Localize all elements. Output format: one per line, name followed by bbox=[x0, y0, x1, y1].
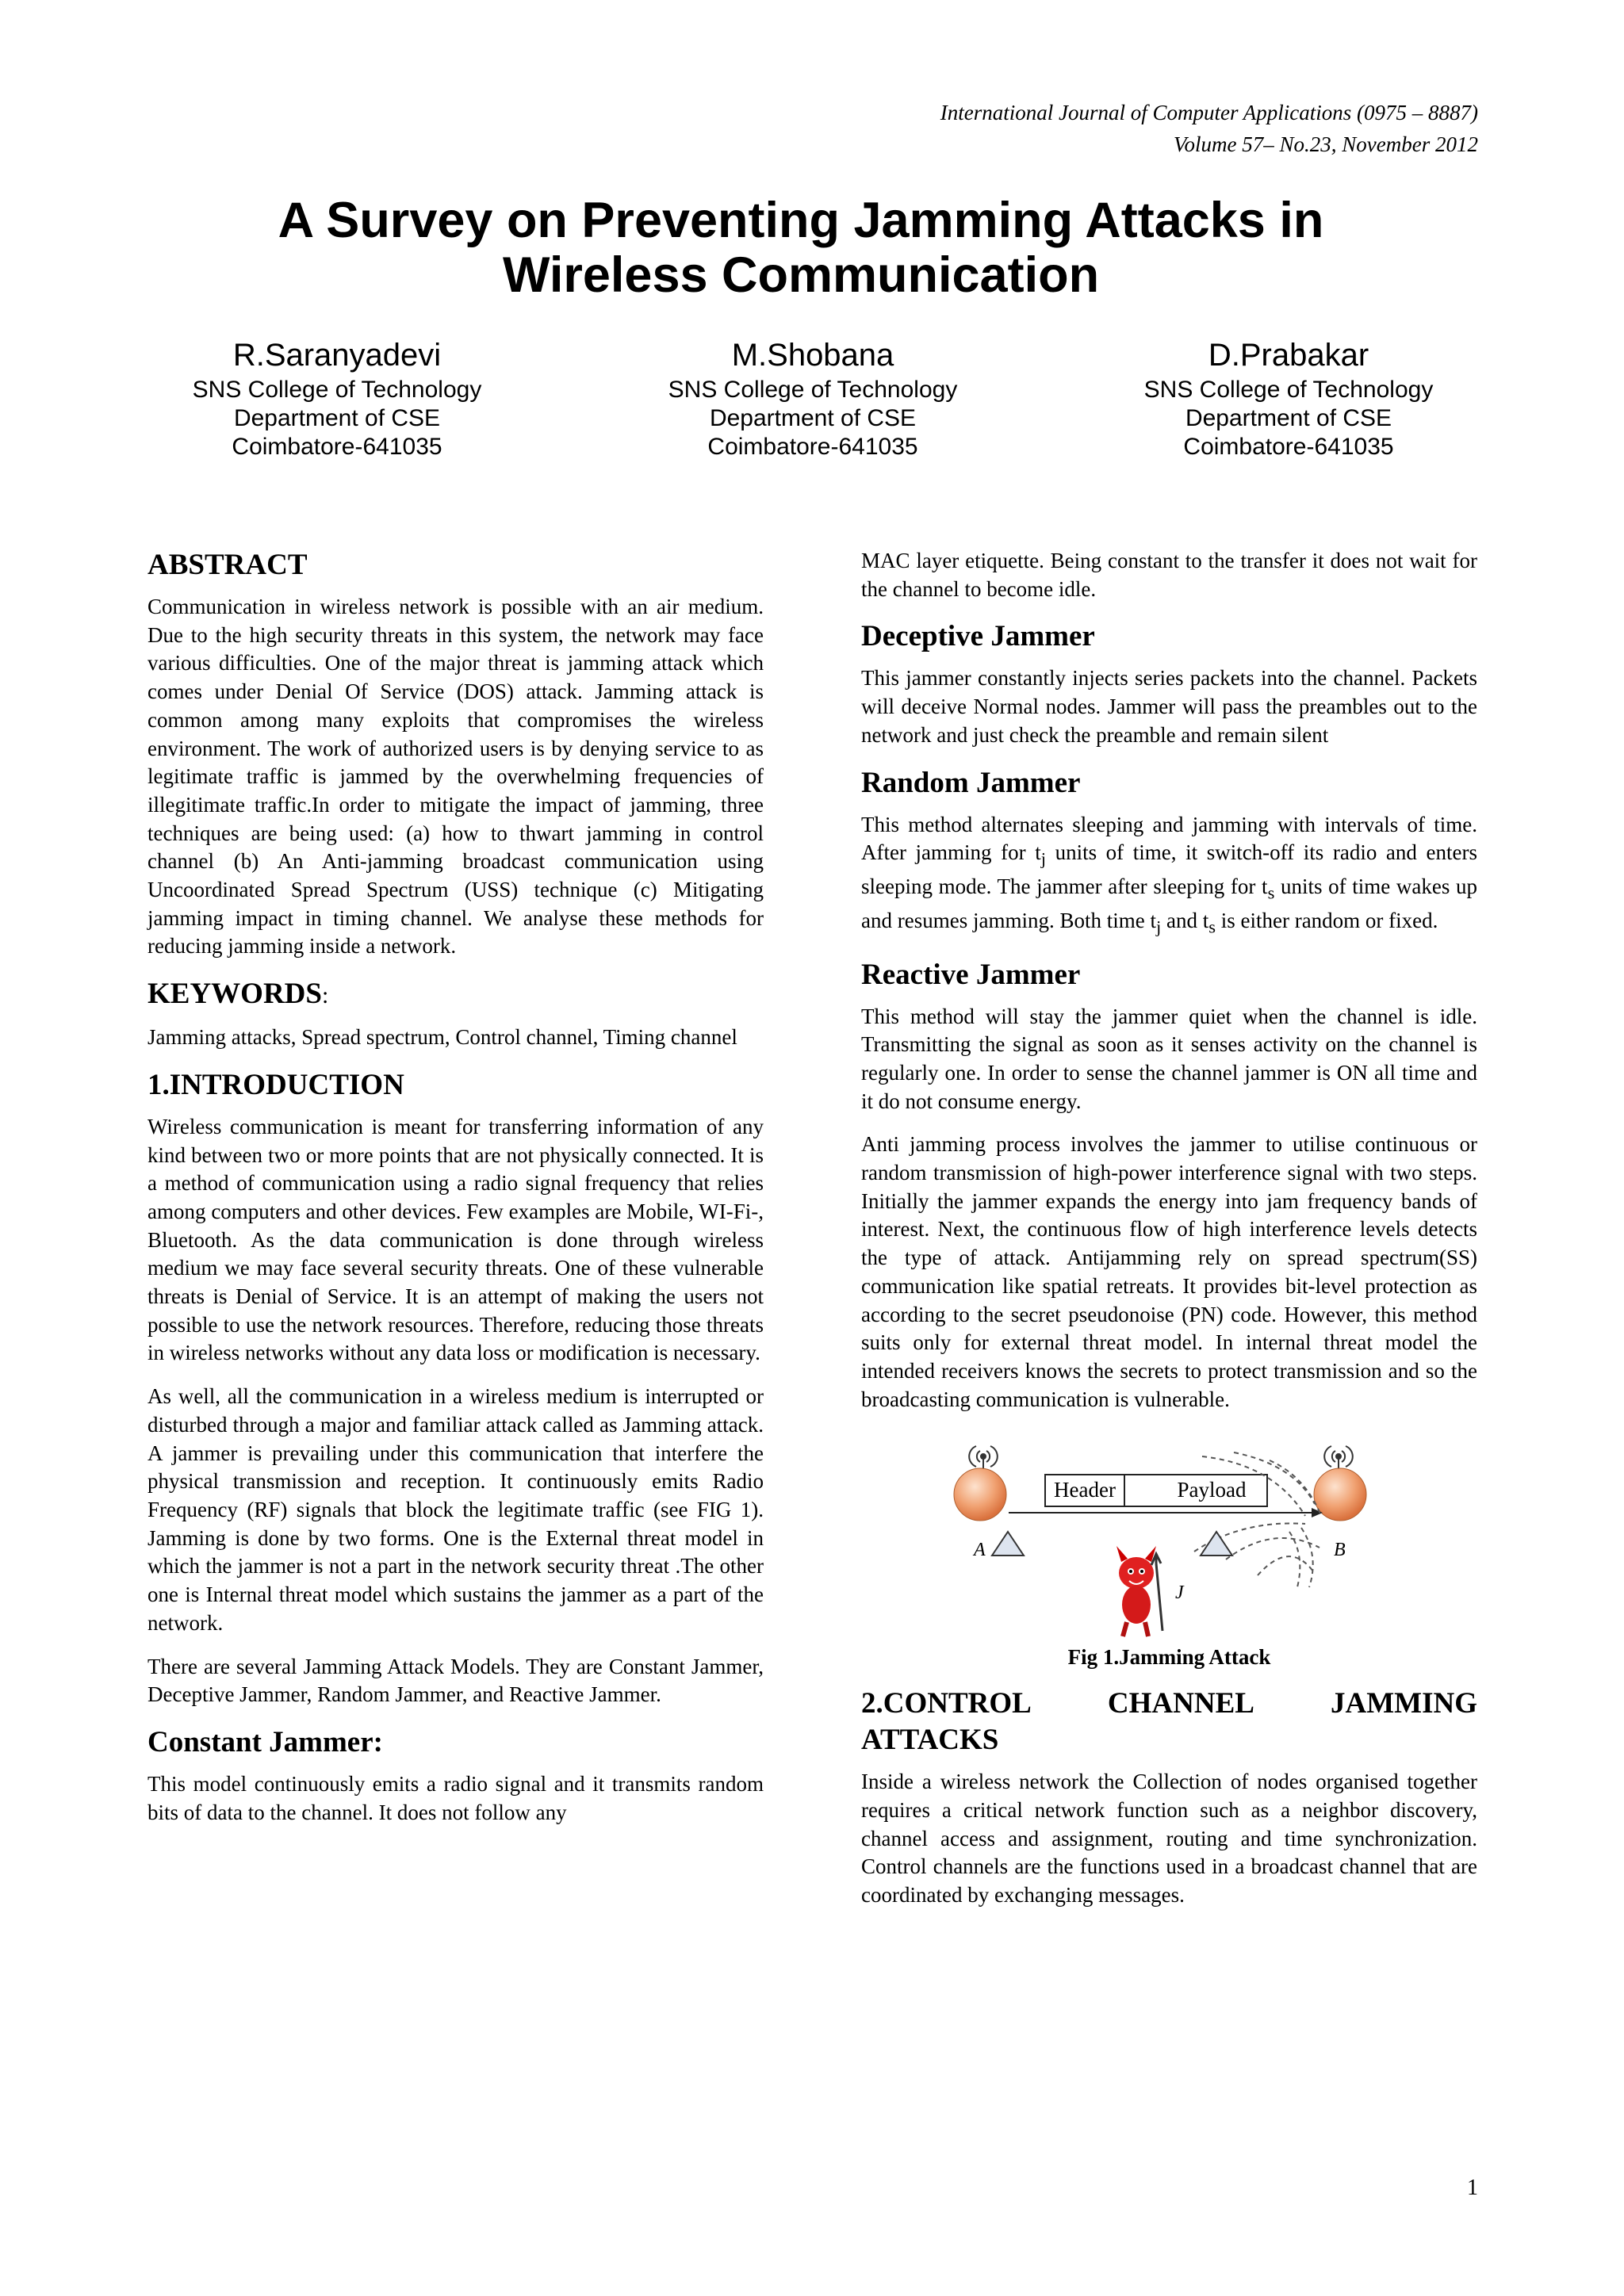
reactive-jammer-heading: Reactive Jammer bbox=[861, 958, 1081, 991]
author-dept: Department of CSE bbox=[709, 405, 917, 431]
author-block bbox=[607, 335, 1019, 461]
header-label: Header bbox=[1054, 1478, 1116, 1502]
journal-name: International Journal of Computer Applications (0975 – 8887) bbox=[940, 101, 1478, 124]
author-dept: Department of CSE bbox=[233, 405, 441, 431]
author-name: D.Prabakar bbox=[1208, 338, 1369, 373]
keywords-label: KEYWORDS bbox=[147, 978, 322, 1011]
payload-label: Payload bbox=[1177, 1478, 1247, 1502]
author-city: Coimbatore-641035 bbox=[232, 434, 442, 460]
page-number: 1 bbox=[1467, 2175, 1478, 2200]
node-a-icon bbox=[954, 1468, 1006, 1521]
author-college: SNS College of Technology bbox=[1143, 377, 1434, 403]
introduction-paragraph: There are several Jamming Attack Models. They are Constant Jammer, Deceptive Jammer, Random Jammer, and Reactive Jammer. bbox=[147, 1654, 764, 1707]
abstract-text: Communication in wireless network is possible with an air medium. Due to the high security threats in this system, the network may face various difficulties. One of the major threat is jamming attack which comes under Denial Of Service (DOS) attack. Jamming attack is common among many exploits that compromises the wireless environment. The work of authorized users is by denying service to as legitimate traffic is jammed by the overwhelming frequencies of illegitimate traffic.In order to mitigate the impact of jamming, three techniques are being used: (a) how to thwart jamming in control channel (b) An Anti-jamming broadcast communication using Uncoordinated Spread Spectrum (USS) technique (c) Mitigating jamming impact in timing channel. We analyse these methods for reducing jamming inside a network. bbox=[147, 595, 764, 959]
author-college: SNS College of Technology bbox=[192, 377, 482, 403]
author-block bbox=[131, 335, 543, 461]
author-block bbox=[1082, 335, 1495, 461]
introduction-paragraph: Wireless communication is meant for transferring information of any kind between two or more points that are not physically connected. It is a method of communication using a radio signal frequency that relies among computers and other devices. Few examples are Mobile, WI-Fi-, Bluetooth. As the data communication is done through wireless medium we may face several security threats. One of these vulnerable threats is Denial of Service. It is an attempt of making the users not possible to use the network resources. Therefore, reducing those threats in wireless networks without any data loss or modification is necessary. bbox=[147, 1114, 764, 1365]
journal-header bbox=[940, 97, 1478, 160]
constant-jammer-text: This model continuously emits a radio signal and it transmits random bits of data to the channel. It does not follow any bbox=[147, 1771, 764, 1824]
section-2-text: Inside a wireless network the Collection of nodes organised together requires a critical network function such as a neighbor discovery, channel access and assignment, routing and time synchronization. Control channels are the functions used in a broadcast channel that are coordinated by exchanging messages. bbox=[861, 1770, 1477, 1908]
random-jammer-heading: Random Jammer bbox=[861, 766, 1081, 799]
left-column bbox=[147, 544, 764, 1842]
section-2-heading-line-2: ATTACKS bbox=[861, 1724, 999, 1757]
author-name: R.Saranyadevi bbox=[232, 338, 442, 373]
random-jammer-text: This method alternates sleeping and jamming with intervals of time. After jamming for $t_j$ units of time, it switch-off its radio and enters sleeping mode. The jammer after sleeping for $t_s$ units of time wakes up and resumes jamming. Both time $t_j$ and $t_s$ is either random or fixed. bbox=[861, 812, 1477, 937]
paper-title bbox=[159, 193, 1443, 303]
node-a-label: A bbox=[974, 1540, 986, 1561]
keywords-heading bbox=[147, 976, 764, 1014]
jamming-attack-figure bbox=[861, 1429, 1477, 1643]
section-2-heading: 2.CONTROL CHANNEL JAMMING bbox=[861, 1687, 1477, 1720]
node-b-label: B bbox=[1334, 1540, 1346, 1561]
introduction-heading: 1.INTRODUCTION bbox=[147, 1068, 404, 1101]
antenna-icon bbox=[1324, 1446, 1353, 1468]
author-city: Coimbatore-641035 bbox=[707, 434, 918, 460]
anti-jamming-text: Anti jamming process involves the jammer to utilise continuous or random transmission of high-power interference signal with two steps. Initially the jammer expands the energy into jam frequency bands of interest. Next, the continuous flow of high interference levels detects the type of attack. Antijamming rely on spread spectrum(SS) communication like spatial retreats. It provides bit-level protection as according to the secret pseudonoise (PN) code. However, this method suits only for external threat model. In internal threat model the intended receivers knows the secrets to protect transmission and so the broadcasting communication is vulnerable. bbox=[861, 1132, 1477, 1411]
node-j-label: J bbox=[1175, 1582, 1184, 1604]
introduction-paragraph: As well, all the communication in a wireless medium is interrupted or disturbed through a major and familiar attack called as Jamming attack. A jammer is prevailing under this communication that interfere the physical transmission and reception. It continuously emits Radio Frequency (RF) signals that block the legitimate traffic (see FIG 1). Jamming is done by two forms. One is the External threat model in which the jammer is not a part in the network security threat .The other one is Internal threat model which sustains the jammer as a part of the network. bbox=[147, 1384, 764, 1635]
jammer-devil-icon bbox=[1116, 1546, 1162, 1636]
abstract-heading: ABSTRACT bbox=[147, 549, 308, 581]
figure-caption: Fig 1.Jamming Attack bbox=[1067, 1645, 1271, 1670]
keywords-colon: : bbox=[321, 982, 329, 1009]
constant-jammer-heading: Constant Jammer: bbox=[147, 1725, 383, 1758]
author-name: M.Shobana bbox=[731, 338, 894, 373]
author-dept: Department of CSE bbox=[1185, 405, 1392, 431]
right-column bbox=[861, 547, 1477, 1925]
sensor-triangle-icon bbox=[1201, 1532, 1232, 1556]
title-line-1: A Survey on Preventing Jamming Attacks in bbox=[278, 193, 1324, 248]
journal-volume: Volume 57– No.23, November 2012 bbox=[1174, 132, 1478, 156]
reactive-jammer-text: This method will stay the jammer quiet when the channel is idle. Transmitting the signal as soon as it senses activity on the channel is regularly one. In order to sense the channel jammer is ON all time and it do not consume energy. bbox=[861, 1004, 1477, 1113]
constant-jammer-continued: MAC layer etiquette. Being constant to the transfer it does not wait for the channel to become idle. bbox=[861, 549, 1477, 601]
title-line-2: Wireless Communication bbox=[502, 247, 1100, 303]
author-college: SNS College of Technology bbox=[668, 377, 958, 403]
antenna-icon bbox=[969, 1446, 998, 1468]
deceptive-jammer-heading: Deceptive Jammer bbox=[861, 620, 1095, 653]
deceptive-jammer-text: This jammer constantly injects series packets into the channel. Packets will deceive Normal nodes. Jammer will pass the preambles out to the network and just check the preamble and remain silent bbox=[861, 666, 1477, 747]
sensor-triangle-icon bbox=[992, 1532, 1024, 1556]
author-city: Coimbatore-641035 bbox=[1183, 434, 1394, 460]
jamming-waves bbox=[1194, 1452, 1321, 1587]
keywords-text: Jamming attacks, Spread spectrum, Control channel, Timing channel bbox=[147, 1025, 737, 1050]
jamming-diagram bbox=[861, 1429, 1477, 1643]
